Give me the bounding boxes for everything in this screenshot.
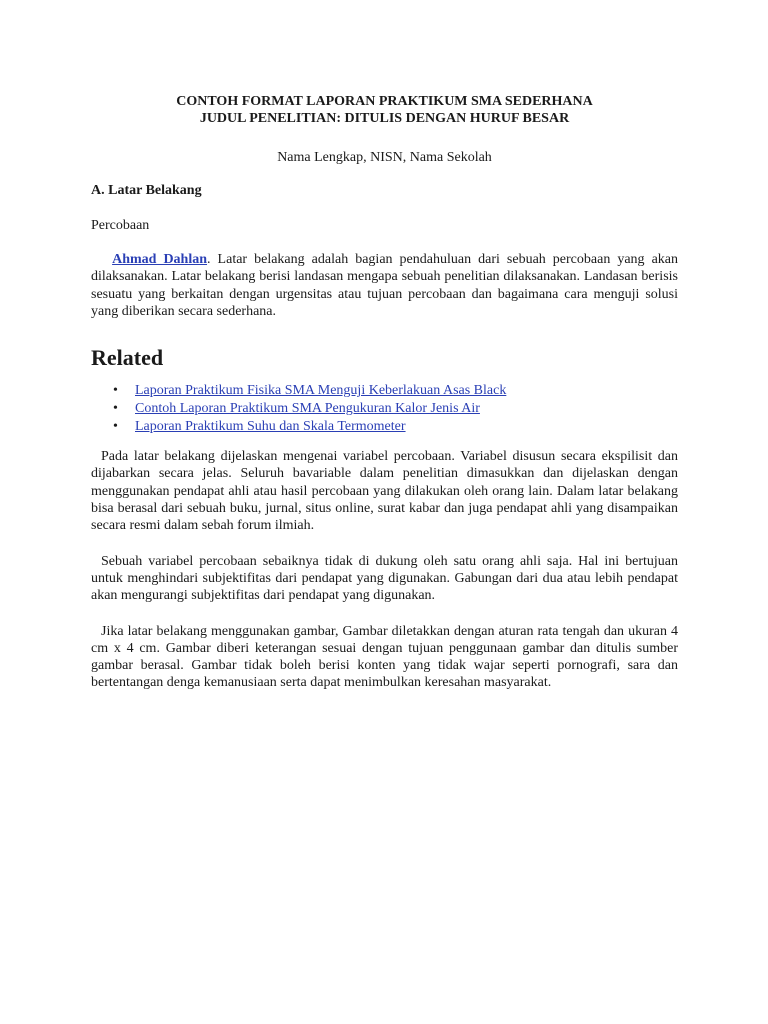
related-list	[91, 382, 678, 436]
section-heading-latar-belakang: A. Latar Belakang	[91, 183, 202, 198]
body-paragraph-2: Sebuah variabel percobaan sebaiknya tidak di dukung oleh satu orang ahli saja. Hal ini bertujuan untuk menghindari subjektifitas dari pendapat yang digunakan. Gabungan dari dua atau lebih pendapat akan mengurangi subjektifitas dari pendapat yang digunakan.	[91, 553, 678, 604]
related-link-suhu-termometer[interactable]: Laporan Praktikum Suhu dan Skala Termometer	[135, 419, 406, 435]
label-percobaan: Percobaan	[91, 218, 150, 233]
related-link-kalor-jenis-air[interactable]: Contoh Laporan Praktikum SMA Pengukuran Kalor Jenis Air	[135, 401, 480, 417]
intro-text: . Latar belakang adalah bagian pendahuluan dari sebuah percobaan yang akan dilaksanakan. Latar belakang berisi landasan mengapa sebuah penelitian dilaksanakan. Landasan berisis sesuatu yang berkaitan dengan urgensitas atau tujuan percobaan dan bagaimana cara menguji solusi yang diberikan secara sederhana.	[91, 252, 679, 319]
document-title-line-2: JUDUL PENELITIAN: DITULIS DENGAN HURUF BESAR	[199, 111, 570, 126]
related-link-asas-black[interactable]: Laporan Praktikum Fisika SMA Menguji Keberlakuan Asas Black	[135, 383, 507, 399]
related-item	[113, 382, 678, 400]
bullet-icon: •	[113, 383, 118, 399]
intro-paragraph	[91, 251, 678, 320]
author-line: Nama Lengkap, NISN, Nama Sekolah	[277, 150, 492, 165]
related-item	[113, 400, 678, 418]
bullet-icon: •	[113, 419, 118, 435]
bullet-icon: •	[113, 401, 118, 417]
related-heading: Related	[91, 345, 164, 371]
related-item	[113, 418, 678, 436]
document-page	[91, 93, 678, 692]
document-title-line-1: CONTOH FORMAT LAPORAN PRAKTIKUM SMA SEDERHANA	[176, 94, 593, 109]
author-name-link[interactable]: Ahmad Dahlan	[112, 252, 208, 267]
body-paragraph-1: Pada latar belakang dijelaskan mengenai variabel percobaan. Variabel disusun secara ekspilisit dan dijabarkan secara jelas. Seluruh bavariable dalam penelitian dimasukkan dan dijelaskan dengan menggunakan pendapat ahli atau hasil percobaan yang dilakukan oleh orang lain. Dalam latar belakang bisa berasal dari sebuah buku, jurnal, situs online, surat kabar dan juga pendapat ahli yang disampaikan secara resmi dalam sebah forum ilmiah.	[91, 449, 678, 534]
body-paragraph-3: Jika latar belakang menggunakan gambar, Gambar diletakkan dengan aturan rata tengah dan ukuran 4 cm x 4 cm. Gambar diberi keterangan sesuai dengan tujuan penggunaan gambar dan ditulis sumber gambar berasal. Gambar tidak boleh berisi konten yang tidak wajar seperti pornografi, sara dan bertentangan denga kemanusiaan serta dapat menimbulkan keresahan masyarakat.	[91, 623, 678, 691]
